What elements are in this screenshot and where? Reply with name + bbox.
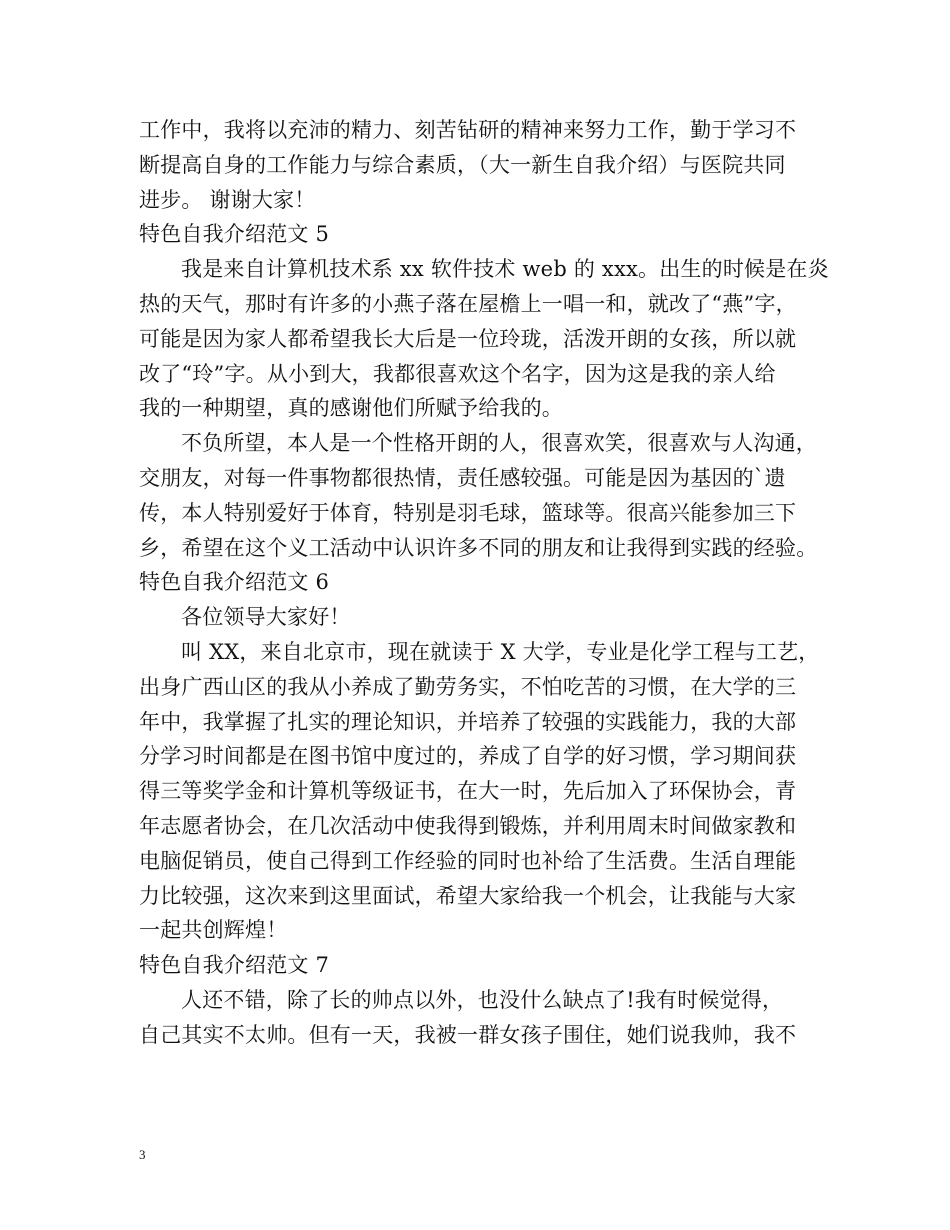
text-line: 可能是因为家人都希望我长大后是一位玲珑，活泼开朗的女孩，所以就	[139, 327, 797, 351]
text-line: 我的一种期望，真的感谢他们所赋予给我的。	[139, 396, 563, 420]
text-line: 改了“玲”字。从小到大，我都很喜欢这个名字，因为这是我的亲人给	[139, 362, 776, 386]
text-line: 传，本人特别爱好于体育，特别是羽毛球，篮球等。很高兴能参加三下	[139, 501, 797, 525]
text-line: 得三等奖学金和计算机等级证书，在大一时，先后加入了环保协会，青	[139, 779, 797, 803]
text-line: 一起共创辉煌！	[139, 918, 288, 942]
text-line: 出身广西山区的我从小养成了勤劳务实，不怕吃苦的习惯，在大学的三	[139, 675, 797, 699]
text-line: 年中，我掌握了扎实的理论知识，并培养了较强的实践能力，我的大部	[139, 710, 797, 734]
text-line: 自己其实不太帅。但有一天，我被一群女孩子围住，她们说我帅，我不	[139, 1023, 797, 1047]
text-line: 交朋友，对每一件事物都很热情，责任感较强。可能是因为基因的`遗	[139, 466, 786, 490]
page-number: 3	[139, 1147, 146, 1162]
text-line: 人还不错，除了长的帅点以外，也没什么缺点了!我有时候觉得，	[181, 988, 784, 1012]
section-heading: 特色自我介绍范文 5	[139, 222, 330, 246]
text-line: 断提高自身的工作能力与综合素质，（大一新生自我介绍）与医院共同	[139, 153, 786, 177]
text-line: 我是来自计算机技术系 xx 软件技术 web 的 xxx。出生的时候是在炎	[181, 257, 829, 281]
text-line: 各位领导大家好！	[181, 605, 351, 629]
text-line: 工作中，我将以充沛的精力、刻苦钻研的精神来努力工作，勤于学习不	[139, 118, 797, 142]
text-line: 叫 XX，来自北京市，现在就读于 X 大学，专业是化学工程与工艺，	[181, 640, 820, 664]
text-line: 不负所望，本人是一个性格开朗的人，很喜欢笑，很喜欢与人沟通，	[181, 431, 817, 455]
text-line: 乡，希望在这个义工活动中认识许多不同的朋友和让我得到实践的经验。	[139, 536, 818, 560]
text-line: 进步。 谢谢大家！	[139, 188, 316, 212]
text-line: 分学习时间都是在图书馆中度过的，养成了自学的好习惯，学习期间获	[139, 744, 797, 768]
text-line: 热的天气，那时有许多的小燕子落在屋檐上一唱一和，就改了“燕”字，	[139, 292, 797, 316]
text-line: 力比较强，这次来到这里面试，希望大家给我一个机会，让我能与大家	[139, 884, 797, 908]
section-heading: 特色自我介绍范文 7	[139, 953, 330, 977]
section-heading: 特色自我介绍范文 6	[139, 570, 330, 594]
text-line: 年志愿者协会，在几次活动中使我得到锻炼，并利用周末时间做家教和	[139, 814, 797, 838]
text-line: 电脑促销员，使自己得到工作经验的同时也补给了生活费。生活自理能	[139, 849, 797, 873]
